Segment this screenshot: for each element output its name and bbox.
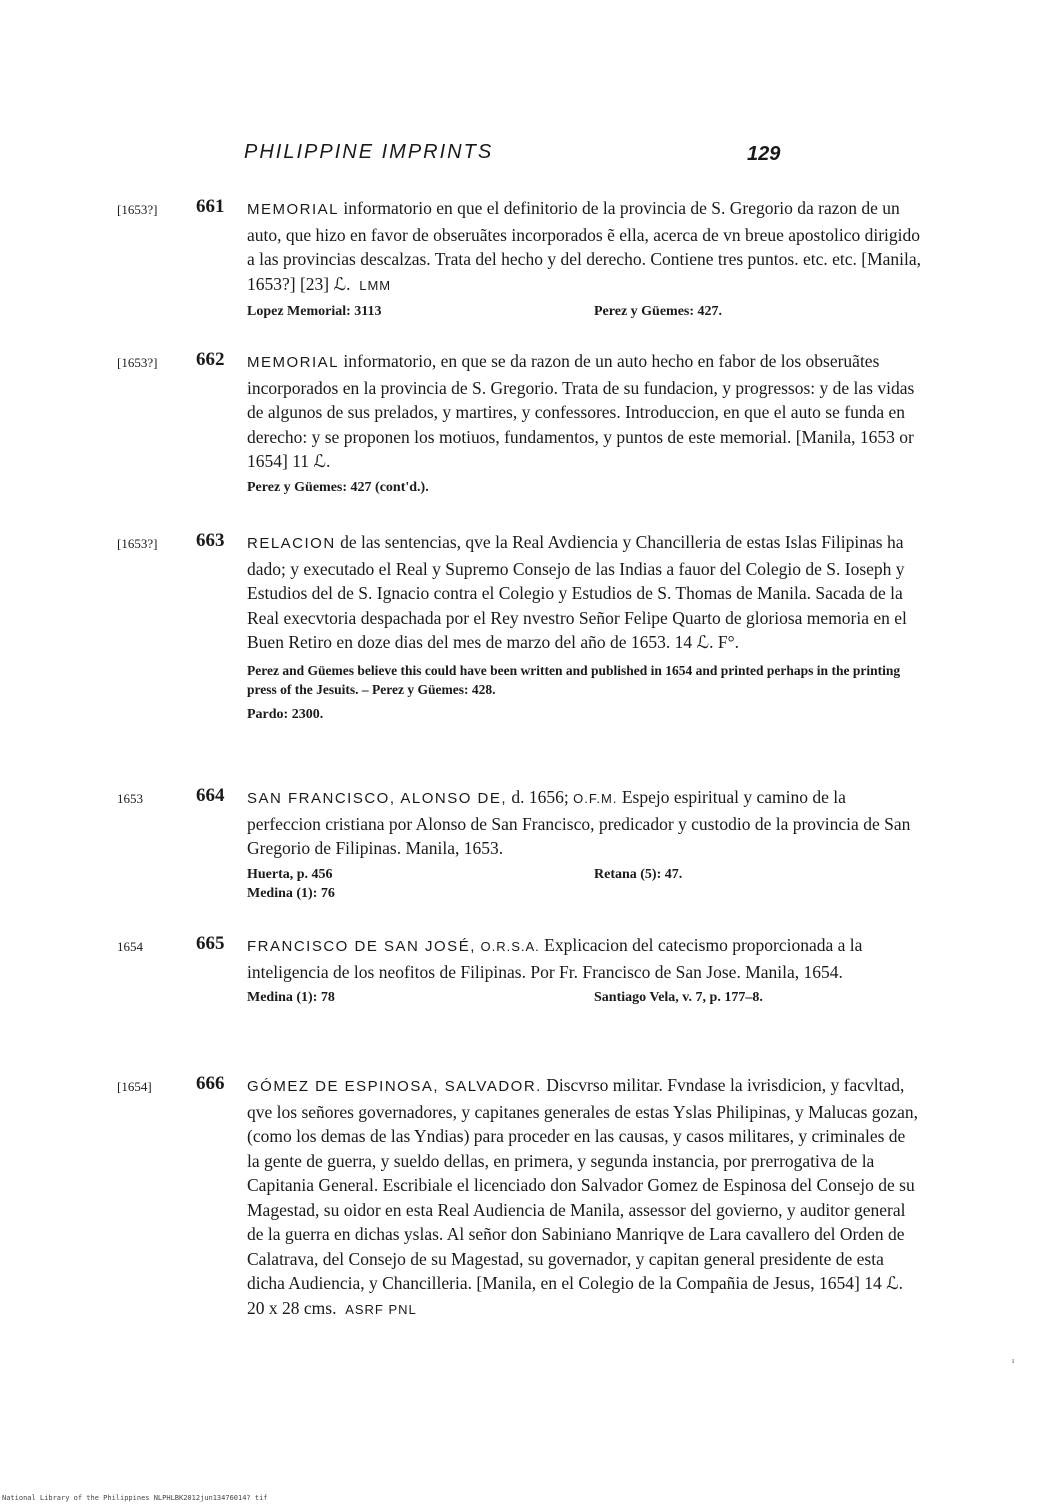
entry-heading: GÓMEZ DE ESPINOSA, SALVADOR. — [247, 1078, 542, 1095]
entry-description: Explicacion del catecismo proporcionada a la inteligencia de los neofitos de Filipinas. Por Fr. Francisco de San Jose. Manila, 1654. — [247, 935, 863, 982]
entry-dates: d. 1656; — [507, 787, 574, 807]
reference-medina: Medina (1): 76 — [247, 885, 335, 901]
references — [247, 988, 922, 1007]
entry-reference: Pardo: 2300. — [247, 706, 324, 722]
reference-left — [247, 865, 594, 903]
religious-order: O.F.M. — [573, 791, 618, 806]
entry-text — [247, 349, 922, 474]
reference-right: Retana (5): 47. — [594, 866, 683, 882]
entry-text — [247, 785, 922, 861]
entry-date: [1653?] — [117, 202, 158, 217]
holdings: LMM — [359, 277, 392, 293]
entry-heading: MEMORIAL — [247, 354, 340, 371]
entry-number: 663 — [196, 530, 225, 551]
page-number: 129 — [747, 143, 781, 165]
entry-text — [247, 933, 922, 984]
entry-date: 1653 — [117, 791, 143, 806]
reference-right: Santiago Vela, v. 7, p. 177–8. — [594, 990, 763, 1005]
scan-footer: National Library of the Philippines NLPHLBK2012jun13476014? tif — [2, 1494, 268, 1502]
entry-body — [247, 196, 922, 321]
scan-mark: ı — [1012, 1356, 1015, 1365]
reference-left: Medina (1): 78 — [247, 990, 335, 1005]
entry-number: 665 — [196, 933, 225, 954]
entry-body — [247, 1073, 922, 1322]
entry-number: 666 — [196, 1073, 225, 1094]
entry-body — [247, 933, 922, 1007]
reference-left: Perez y Güemes: 427 (cont'd.). — [247, 479, 429, 495]
entry-description: de las sentencias, qve la Real Avdiencia y Chancilleria de estas Islas Filipinas ha dado; y executado el Real y Supremo Consejo de las Indias a fauor del Colegio de S. Ioseph y Estudios del de S. Ignacio contra el Colegio y Estudios de S. Thomas de Manila. Sacada de la Real execvtoria despachada por el Rey nvestro Señor Felipe Quarto de gloriosa memoria en el Buen Retiro en doze dias del mes de marzo del año de 1653. 14 ℒ. F°. — [247, 532, 907, 652]
entry-text — [247, 196, 922, 298]
reference-right: Perez y Güemes: 427. — [594, 304, 723, 319]
entry-note: Perez and Güemes believe this could have been written and published in 1654 and printed perhaps in the printing press of the Jesuits. – Perez y Güemes: 428. — [247, 662, 901, 697]
entry-description: informatorio en que el definitorio de la provincia de S. Gregorio da razon de un auto, que hizo en favor de obseruãtes incorporados ẽ ella, acerca de vn breue apostolico dirigido a las provincias descalzas. Trata del hecho y del derecho. Contiene tres puntos. etc. etc. [Manila, 1653?] [23] ℒ. — [247, 198, 922, 294]
reference-huerta: Huerta, p. 456 — [247, 866, 333, 882]
entry-heading: SAN FRANCISCO, ALONSO DE, — [247, 790, 508, 807]
entry-heading: RELACION — [247, 535, 336, 552]
entry-number: 661 — [196, 196, 225, 217]
entry-body — [247, 785, 922, 903]
holdings: ASRF PNL — [345, 1301, 417, 1317]
entry-text — [247, 1073, 922, 1322]
entry-date: [1653?] — [117, 355, 158, 370]
running-title: PHILIPPINE IMPRINTS — [244, 141, 494, 163]
references — [247, 865, 922, 903]
religious-order: O.R.S.A. — [475, 939, 540, 954]
reference-left: Lopez Memorial: 3113 — [247, 304, 382, 319]
entry-text — [247, 530, 922, 655]
entry-heading: MEMORIAL — [247, 201, 340, 218]
references — [247, 302, 922, 321]
entry-number: 664 — [196, 785, 225, 806]
references — [247, 478, 922, 497]
entry-date: [1654] — [117, 1079, 152, 1094]
entry-description: Espejo espiritual y camino de la perfeccion cristiana por Alonso de San Francisco, predicador y custodio de la provincia de San Gregorio de Filipinas. Manila, 1653. — [247, 787, 911, 858]
entry-body — [247, 349, 922, 497]
entry-description: informatorio, en que se da razon de un auto hecho en fabor de los obseruãtes incorporados en la provincia de S. Gregorio. Trata de su fundacion, y progressos: y de las vidas de algunos de sus prelados, y martires, y confessores. Introduccion, en que el auto se funda en derecho: y se proponen los motiuos, fundamentos, y puntos de este memorial. [Manila, 1653 or 1654] 11 ℒ. — [247, 351, 915, 471]
entry-body — [247, 530, 922, 724]
entry-description: Discvrso militar. Fvndase la ivrisdicion, y facvltad, qve los señores governadores, y capitanes generales de estas Yslas Philipinas, y Malucas gozan, (como los demas de las Yndias) para proceder en las causas, y casos militares, y criminales de la gente de guerra, y sueldo dellas, en primera, y segunda instancia, por prerrogativa de la Capitania General. Escribiale el licenciado don Salvador Gomez de Espinosa del Consejo de su Magestad, su oidor en esta Real Audiencia de Manila, assessor del govierno, y auditor general de la guerra en dichas yslas. Al señor don Sabiniano Manriqve de Lara cavallero del Orden de Calatrava, del Consejo de su Magestad, su governador, y capitan general presidente de esta dicha Audiencia, y Chancilleria. [Manila, en el Colegio de la Compañia de Jesus, 1654] 14 ℒ. 20 x 28 cms. — [247, 1075, 918, 1318]
entry-date: [1653?] — [117, 536, 158, 551]
entry-number: 662 — [196, 349, 225, 370]
entry-heading: FRANCISCO DE SAN JOSÉ, — [247, 938, 476, 955]
entry-date: 1654 — [117, 939, 143, 954]
